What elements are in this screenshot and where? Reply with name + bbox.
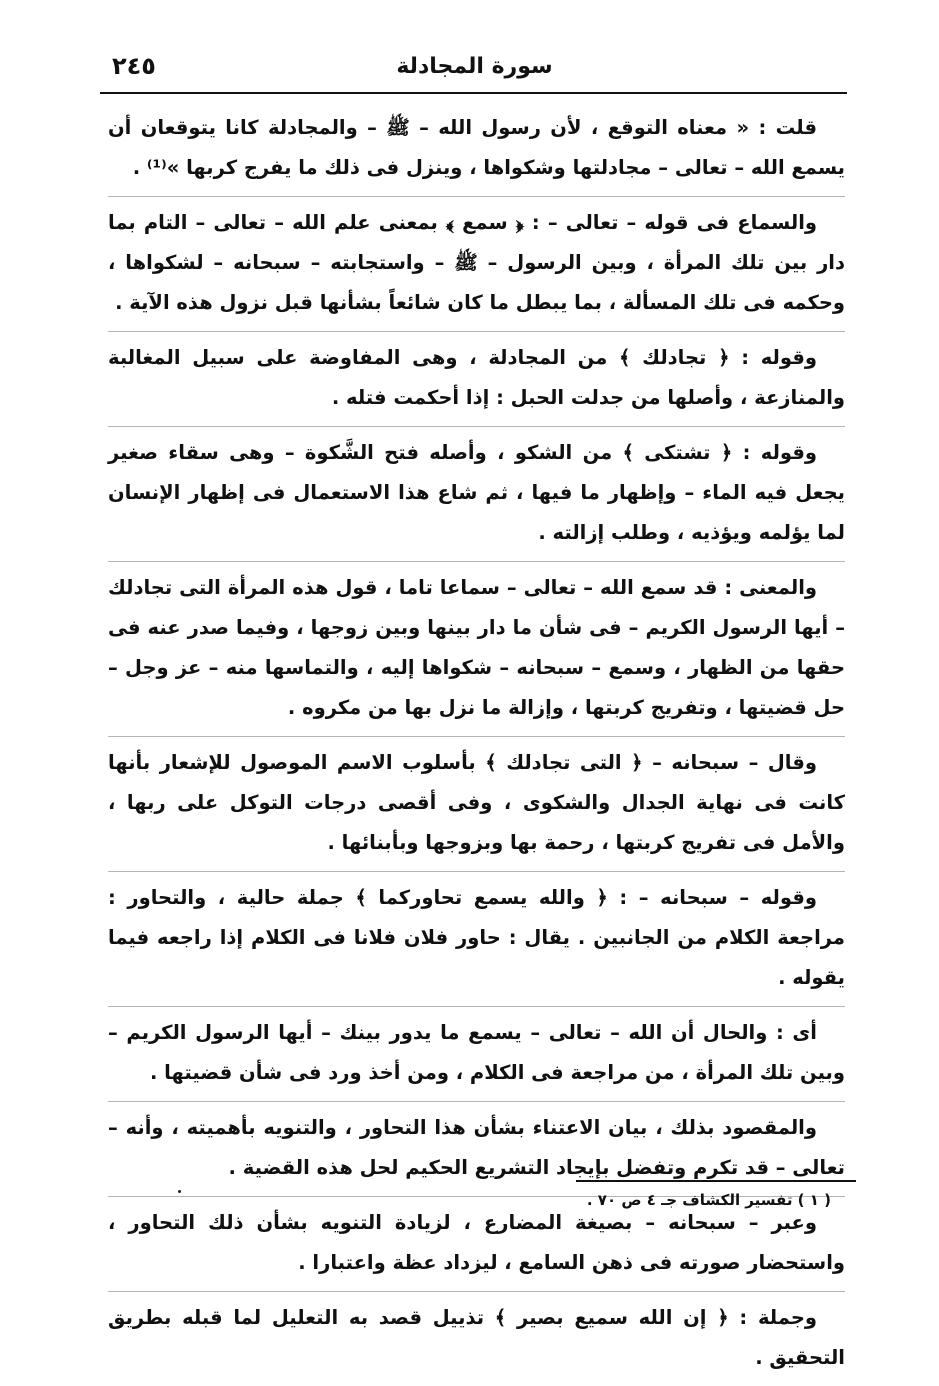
paragraph-2-text: والسماع فى قوله – تعالى – : ﴿ سمع ﴾ بمعنى علم الله – تعالى – التام بما دار بين تلك المرأة ، وبين الرسول – ﷺ – واستجابته – سبحانه – لشكواها ، وحكمه فى تلك المسألة ، بما يبطل ما كان شائعاً بشأنها قبل نزول هذه الآية . [108,211,845,314]
paragraph-divider [108,736,845,737]
print-speck [178,1190,181,1193]
paragraph-10 [108,1203,845,1283]
paragraph-divider [108,561,845,562]
paragraph-6-text: وقال – سبحانه – ﴿ التى تجادلك ﴾ بأسلوب الاسم الموصول للإشعار بأنها كانت فى نهاية الجدال والشكوى ، وفى أقصى درجات التوكل على ربها ، والأمل فى تفريج كربتها ، رحمة بها وبزوجها وبأبنائها . [108,751,845,854]
paragraph-divider [108,1291,845,1292]
paragraph-5-text: والمعنى : قد سمع الله – تعالى – سماعا تاما ، قول هذه المرأة التى تجادلك – أيها الرسول الكريم – فى شأن ما دار بينها وبين زوجها ، وفيما صدر عنه فى حقها من الظهار ، وسمع – سبحانه – شكواها إليه ، والتماسها منه – عز وجل – حل قضيتها ، وتفريج كربتها ، وإزالة ما نزل بها من مكروه . [108,576,845,719]
footnote-rule [576,1180,856,1182]
surah-title: سورة المجادلة [396,54,553,79]
paragraph-divider [108,1101,845,1102]
paragraph-8 [108,1013,845,1093]
paragraph-4-text: وقوله : ﴿ تشتكى ﴾ من الشكو ، وأصله فتح الشَّكوة – وهى سقاء صغير يجعل فيه الماء – وإظهار ما فيها ، ثم شاع هذا الاستعمال فى إظهار الإنسان لما يؤلمه ويؤذيه ، وطلب إزالته . [108,441,845,544]
paragraph-6 [108,743,845,863]
header-rule [100,92,847,94]
paragraph-divider [108,331,845,332]
page-header [106,52,843,88]
paragraph-divider [108,426,845,427]
paragraph-11 [108,1298,845,1378]
paragraph-10-text: وعبر – سبحانه – بصيغة المضارع ، لزيادة التنويه بشأن ذلك التحاور ، واستحضار صورته فى ذهن السامع ، ليزداد عظة واعتبارا . [108,1211,845,1274]
paragraph-5 [108,568,845,728]
paragraph-divider [108,196,845,197]
paragraph-2 [108,203,845,323]
page-number: ٢٤٥ [112,52,156,80]
paragraph-4 [108,433,845,553]
paragraph-11-text: وجملة : ﴿ إن الله سميع بصير ﴾ تذييل قصد به التعليل لما قبله بطريق التحقيق . [108,1306,845,1369]
paragraph-1 [108,108,845,188]
paragraph-7-text: وقوله – سبحانه – : ﴿ والله يسمع تحاوركما ﴾ جملة حالية ، والتحاور : مراجعة الكلام من الجانبين . يقال : حاور فلان فلانا فى الكلام إذا راجعه فيما يقوله . [108,886,845,989]
paragraph-8-text: أى : والحال أن الله – تعالى – يسمع ما يدور بينك – أيها الرسول الكريم – وبين تلك المرأة ، من مراجعة فى الكلام ، ومن أخذ ورد فى شأن قضيتها . [108,1021,845,1084]
paragraph-3 [108,338,845,418]
paragraph-1-text: قلت : « معناه التوقع ، لأن رسول الله – ﷺ – والمجادلة كانا يتوقعان أن يسمع الله – تعالى – مجادلتها وشكواها ، وينزل فى ذلك ما يفرج كربها »⁽¹⁾ . [108,116,845,179]
paragraph-divider [108,871,845,872]
paragraph-9-text: والمقصود بذلك ، بيان الاعتناء بشأن هذا التحاور ، والتنويه بأهميته ، وأنه – تعالى – قد تكرم وتفضل بإيجاد التشريع الحكيم لحل هذه القضية . [108,1116,845,1179]
paragraph-7 [108,878,845,998]
paragraph-3-text: وقوله : ﴿ تجادلك ﴾ من المجادلة ، وهى المفاوضة على سبيل المغالبة والمنازعة ، وأصلها من جدلت الحبل : إذا أحكمت فتله . [108,346,845,409]
paragraph-divider [108,1006,845,1007]
paragraph-9 [108,1108,845,1188]
footnote: ( ١ ) تفسير الكشاف جـ ٤ ص ٧٠ . [586,1191,831,1209]
